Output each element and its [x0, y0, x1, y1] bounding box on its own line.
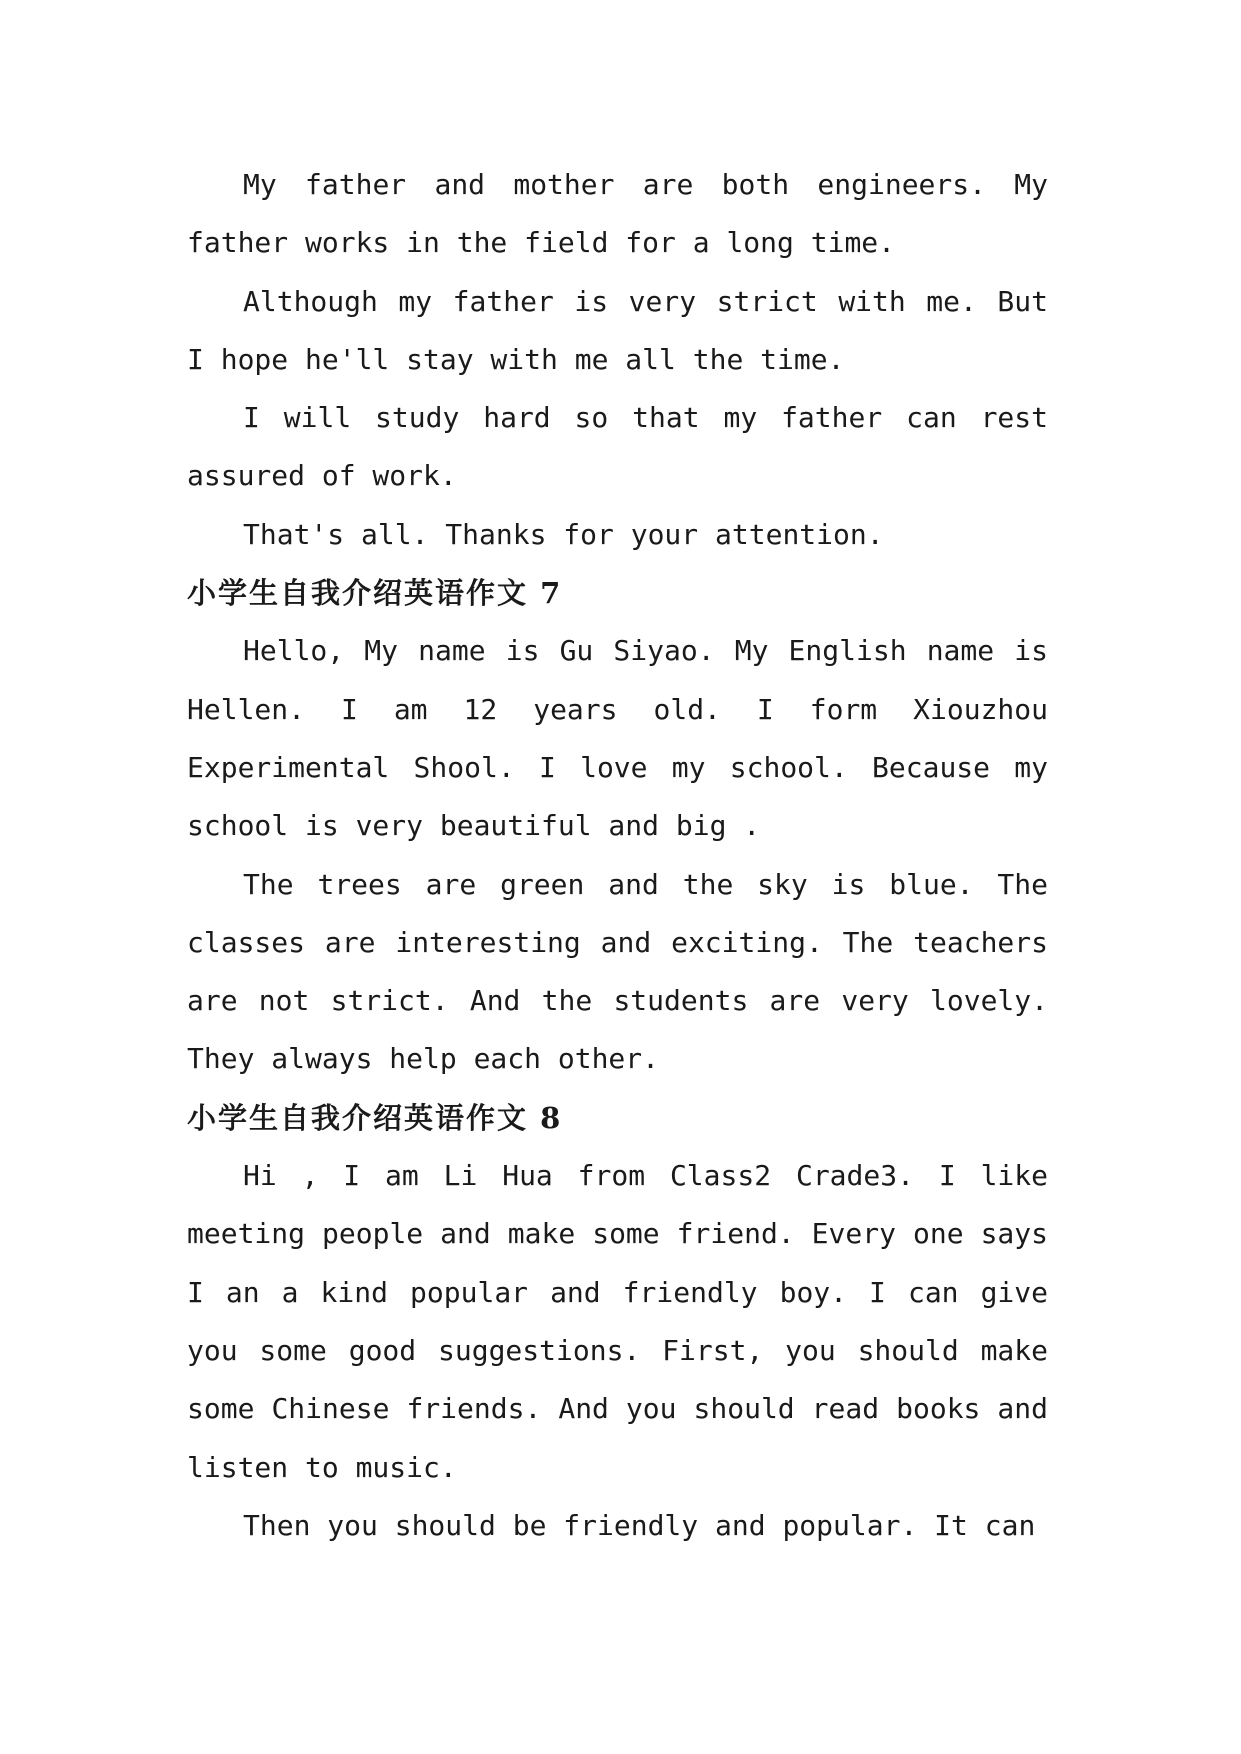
document-page [187, 156, 1048, 1555]
section-heading-8: 小学生自我介绍英语作文 8 [187, 1100, 563, 1135]
paragraph-hi-li-hua: Hi , I am Li Hua from Class2 Crade3. I like meeting people and make some friend. Every one says I an a kind popular and friendly boy. I can give you some good suggestions. First, you should make some Chinese friends. And you should read books and listen to music. [187, 1159, 1048, 1484]
paragraph-father-strict: Although my father is very strict with me. But I hope he'll stay with me all the time. [187, 284, 1048, 376]
paragraph-study-hard: I will study hard so that my father can rest assured of work. [187, 401, 1048, 493]
paragraph-parents-engineers: My father and mother are both engineers. My father works in the field for a long time. [187, 168, 1048, 260]
paragraph-friendly-popular: Then you should be friendly and popular. It can [243, 1508, 1036, 1542]
section-heading-7: 小学生自我介绍英语作文 7 [187, 576, 563, 611]
paragraph-hello-gu-siyao: Hello, My name is Gu Siyao. My English name is Hellen. I am 12 years old. I form Xiouzhou Experimental Shool. I love my school. Because my school is very beautiful and big . [187, 634, 1048, 843]
paragraph-school-description: The trees are green and the sky is blue. The classes are interesting and exciting. The teachers are not strict. And the students are very lovely. They always help each other. [187, 867, 1048, 1076]
paragraph-closing-thanks: That's all. Thanks for your attention. [243, 517, 884, 551]
